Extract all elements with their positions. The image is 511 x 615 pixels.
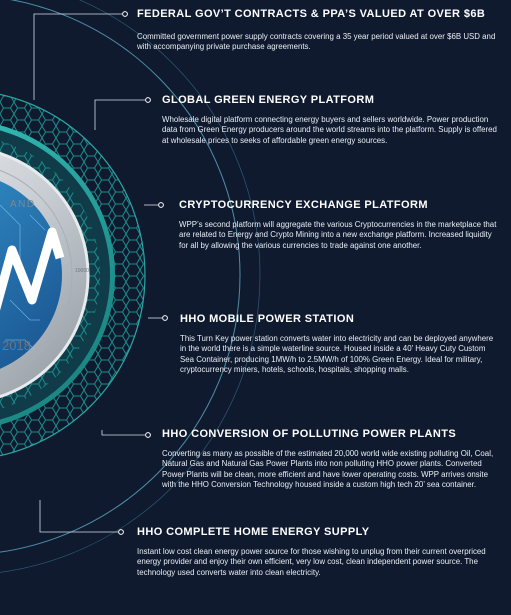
section-title: HHO CONVERSION OF POLLUTING POWER PLANTS bbox=[162, 428, 457, 440]
section-body: This Turn Key power station converts water into electricity and can be deployed anywhere in the world there is a simple waterline source. Housed inside a 40’ Heavy Cuty Custom Sea Container, producing 1MW/h to 2.5MW/h of 100% Green Energy. Ideal for military, cryptocurrency miners, hotels, schools, hospitals, shopping malls. bbox=[180, 334, 494, 375]
section-hho-conversion bbox=[162, 428, 500, 491]
node-dot-6 bbox=[119, 530, 124, 535]
section-body: Instant low cost clean energy power source for those wishing to unplug from their current overpriced energy provider and enjoy their own efficient, very low cost, clean independent power source. The technology used converts water into clean electricity. bbox=[137, 547, 486, 577]
connector-5 bbox=[102, 430, 145, 435]
section-home-energy bbox=[137, 526, 502, 578]
section-body: Committed government power supply contracts covering a 35 year period valued at over $6B USD and with accompanying private purchase agreements. bbox=[137, 32, 496, 52]
connector-1 bbox=[34, 14, 122, 100]
connector-6 bbox=[40, 500, 118, 532]
section-crypto-exchange bbox=[179, 199, 501, 251]
section-title: CRYPTOCURRENCY EXCHANGE PLATFORM bbox=[179, 199, 428, 211]
node-dot-4 bbox=[163, 316, 168, 321]
node-dot-1 bbox=[123, 12, 128, 17]
coin-value: 10000 bbox=[75, 268, 89, 274]
section-body: Wholesale digital platform connecting energy buyers and sellers worldwide. Power production data from Green Energy producers around the world streams into the platform. Supply is offered at wholesale prices to seeks of affordable green energy sources. bbox=[162, 115, 497, 145]
section-green-energy-platform bbox=[162, 94, 504, 146]
section-hho-mobile-power bbox=[180, 313, 500, 376]
section-federal-contracts bbox=[137, 8, 502, 53]
section-title: HHO MOBILE POWER STATION bbox=[180, 313, 355, 325]
section-body: Converting as many as possible of the estimated 20,000 world wide existing polluting Oil, Coal, Natural Gas and Natural Gas Power Plants into non polluting HHO power plants. Converted Power Plants will be clean, more efficient and have lower operating costs. WPP arrives onsite with the HHO Conversion Technology housed inside a custom high tech 20’ sea container. bbox=[162, 449, 494, 490]
coin-year: 2018 bbox=[2, 338, 31, 353]
section-title: GLOBAL GREEN ENERGY PLATFORM bbox=[162, 94, 375, 106]
section-title: HHO COMPLETE HOME ENERGY SUPPLY bbox=[137, 526, 370, 538]
section-body: WPP’s second platform will aggregate the various Cryptocurrencies in the marketplace that are related to Energy and Crypto Mining into a new exchange platform. Increased liquidity for all by allowing the various currencies to trade against one another. bbox=[179, 220, 497, 250]
connector-2 bbox=[95, 100, 145, 130]
coin-text-top: AND bbox=[10, 199, 36, 210]
node-dot-5 bbox=[146, 433, 151, 438]
node-dot-2 bbox=[146, 98, 151, 103]
node-dot-3 bbox=[159, 203, 164, 208]
section-title: FEDERAL GOV’T CONTRACTS & PPA’S VALUED AT OVER $6B bbox=[137, 8, 486, 20]
